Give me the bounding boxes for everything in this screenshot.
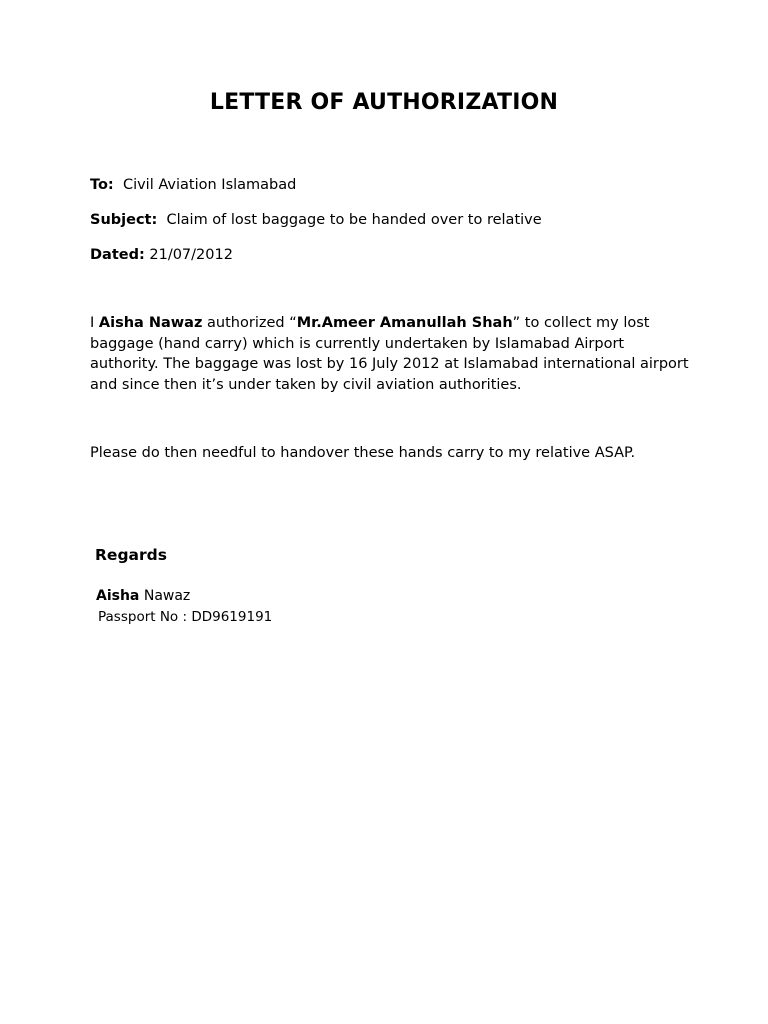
body-prefix: I: [90, 315, 99, 331]
subject-line: [90, 212, 542, 228]
to-value: Civil Aviation Islamabad: [122, 177, 297, 193]
regards: Regards: [95, 546, 167, 564]
body-paragraph-2: Please do then needful to handover these hands carry to my relative ASAP.: [90, 445, 636, 461]
body-paragraph-1: [90, 313, 690, 395]
subject-label: Subject:: [90, 212, 158, 228]
to-label: To:: [90, 177, 114, 193]
dated-value: 21/07/2012: [149, 247, 233, 263]
dated-line: [90, 247, 233, 263]
to-line: [90, 177, 296, 193]
subject-value: Claim of lost baggage to be handed over to relative: [166, 212, 542, 228]
dated-label: Dated:: [90, 247, 145, 263]
author-name: Aisha Nawaz: [98, 315, 203, 331]
signature-first-name: Aisha: [96, 588, 140, 604]
passport-number: Passport No : DD9619191: [98, 609, 273, 625]
signature-name: [96, 588, 190, 604]
signature-last-name: Nawaz: [139, 588, 191, 604]
authorized-person: Mr.Ameer Amanullah Shah: [296, 315, 513, 331]
body-mid: authorized “: [202, 315, 297, 331]
body-rest: ” to collect my lost baggage (hand carry) which is currently undertaken by Islamabad Airport authority. The baggage was lost by 16 July 2012 at Islamabad international airport and since then it’s under taken by civil aviation authorities.: [90, 315, 689, 393]
letter-title: LETTER OF AUTHORIZATION: [209, 90, 559, 115]
